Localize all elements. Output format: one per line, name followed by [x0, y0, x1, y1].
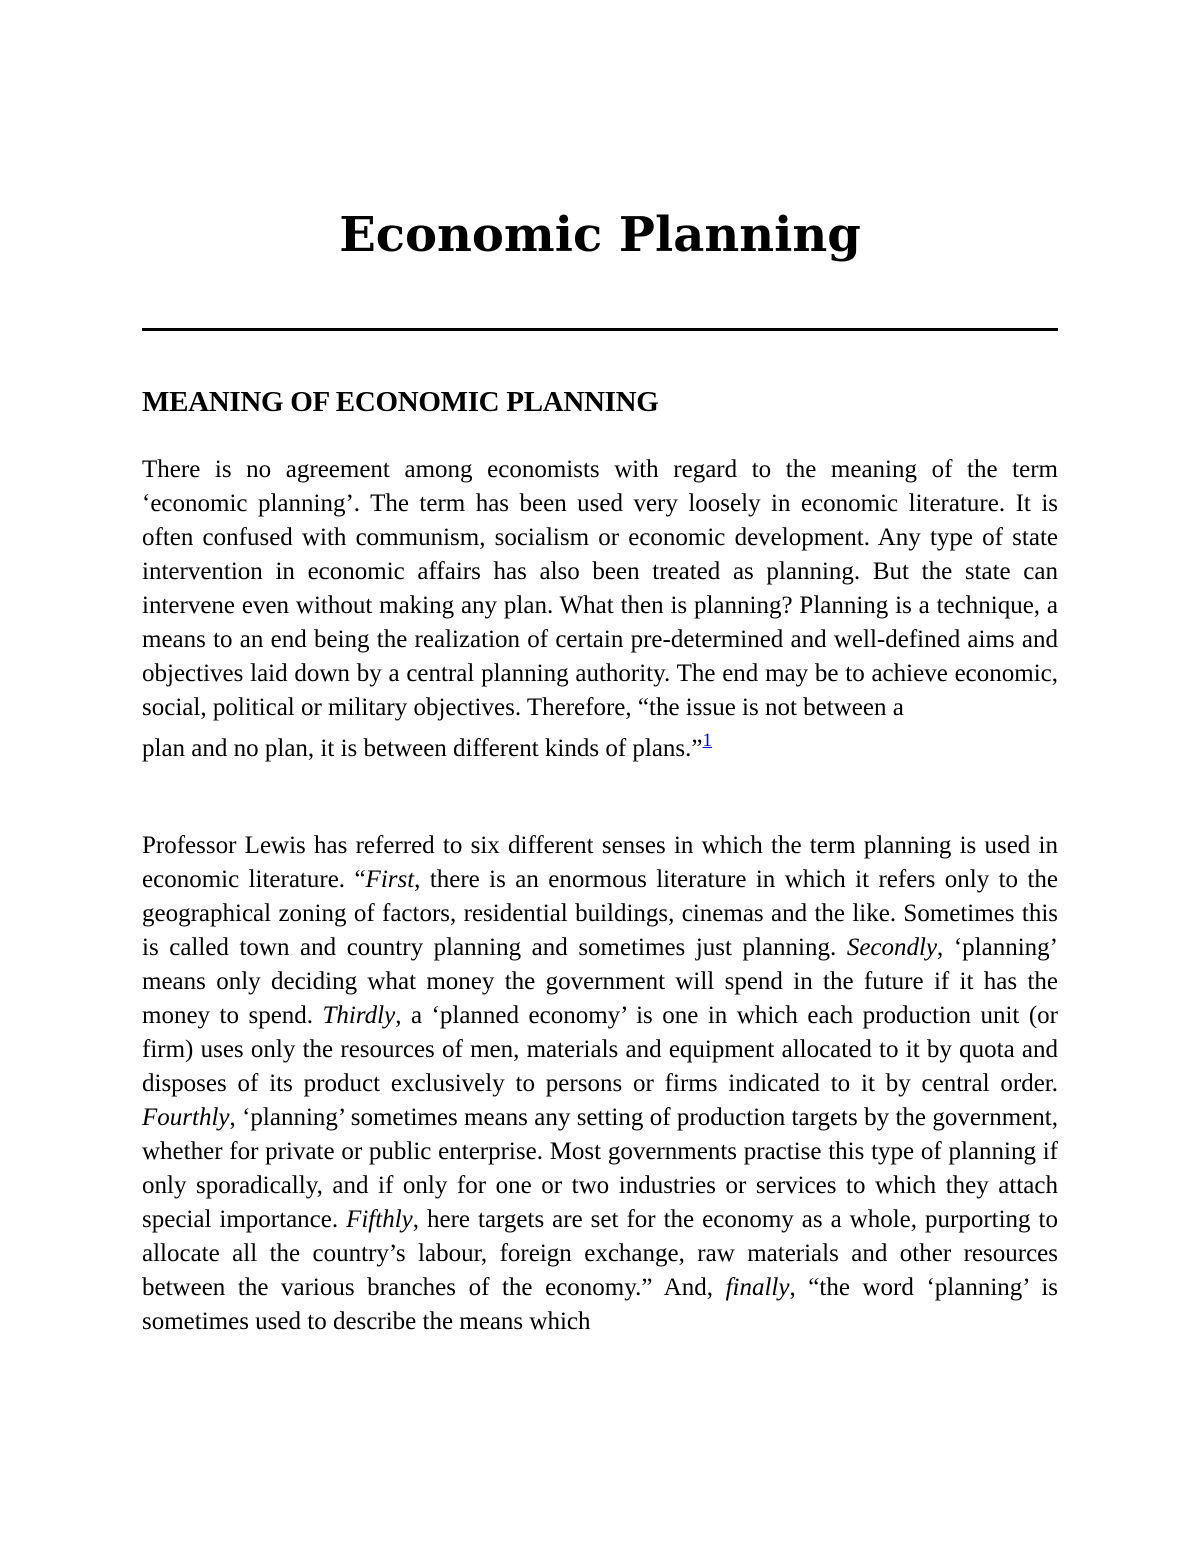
- section-heading: MEANING OF ECONOMIC PLANNING: [142, 386, 659, 418]
- paragraph-1-text: There is no agreement among economists with regard to the meaning of the term ‘economic planning’. The term has been used very loosely in economic literature. It is often confused with communism, socialism or economic development. Any type of state intervention in economic affairs has also been treated as planning. But the state can intervene even without making any plan. What then is planning? Planning is a technique, a means to an end being the realization of certain pre-determined and well-defined aims and objectives laid down by a central planning authority. The end may be to achieve economic, social, political or military objectives. Therefore, “the issue is not between a: [142, 456, 1058, 721]
- paragraph-2-segment: , here targets are set for the economy as a whole, purporting to allocate all the country’s labour, foreign exchange, raw materials and other resources between the various branches of the economy.” And,: [142, 1206, 1058, 1301]
- emphasis-fourthly: Fourthly: [142, 1104, 230, 1131]
- emphasis-secondly: Secondly: [846, 934, 938, 961]
- paragraph-2: [142, 829, 1058, 1339]
- title-underline-rule: [142, 328, 1058, 331]
- footnote-link[interactable]: 1: [702, 730, 713, 751]
- emphasis-finally: finally: [725, 1274, 790, 1301]
- paragraph-2-segment: , ‘planning’ means only deciding what money the government will spend in the future if it has the money to spend.: [142, 934, 1058, 1029]
- paragraph-2-segment: , ‘planning’ sometimes means any setting of production targets by the government, whether for private or public enterprise. Most governments practise this type of planning if only sporadically, and if only for one or two industries or services to which they attach special importance.: [142, 1104, 1058, 1233]
- paragraph-2-segment: Professor Lewis has referred to six different senses in which the term planning is used in economic literature. “: [142, 832, 1058, 893]
- paragraph-1: [142, 453, 1058, 766]
- document-title: Economic Planning: [339, 207, 861, 263]
- emphasis-first: First: [365, 866, 415, 893]
- paragraph-2-segment: , a ‘planned economy’ is one in which each production unit (or firm) uses only the resources of men, materials and equipment allocated to it by quota and disposes of its product exclusively to persons or firms indicated to it by central order.: [142, 1002, 1058, 1097]
- paragraph-2-segment: , there is an enormous literature in which it refers only to the geographical zoning of factors, residential buildings, cinemas and the like. Sometimes this is called town and country planning and sometimes just planning.: [142, 866, 1058, 961]
- paragraph-1-last-line: [142, 732, 1058, 766]
- paragraph-2-segment: , “the word ‘planning’ is sometimes used to describe the means which: [142, 1274, 1058, 1335]
- emphasis-fifthly: Fifthly: [346, 1206, 413, 1233]
- paragraph-1-end-text: plan and no plan, it is between different kinds of plans.”: [142, 735, 703, 762]
- emphasis-thirdly: Thirdly: [322, 1002, 396, 1029]
